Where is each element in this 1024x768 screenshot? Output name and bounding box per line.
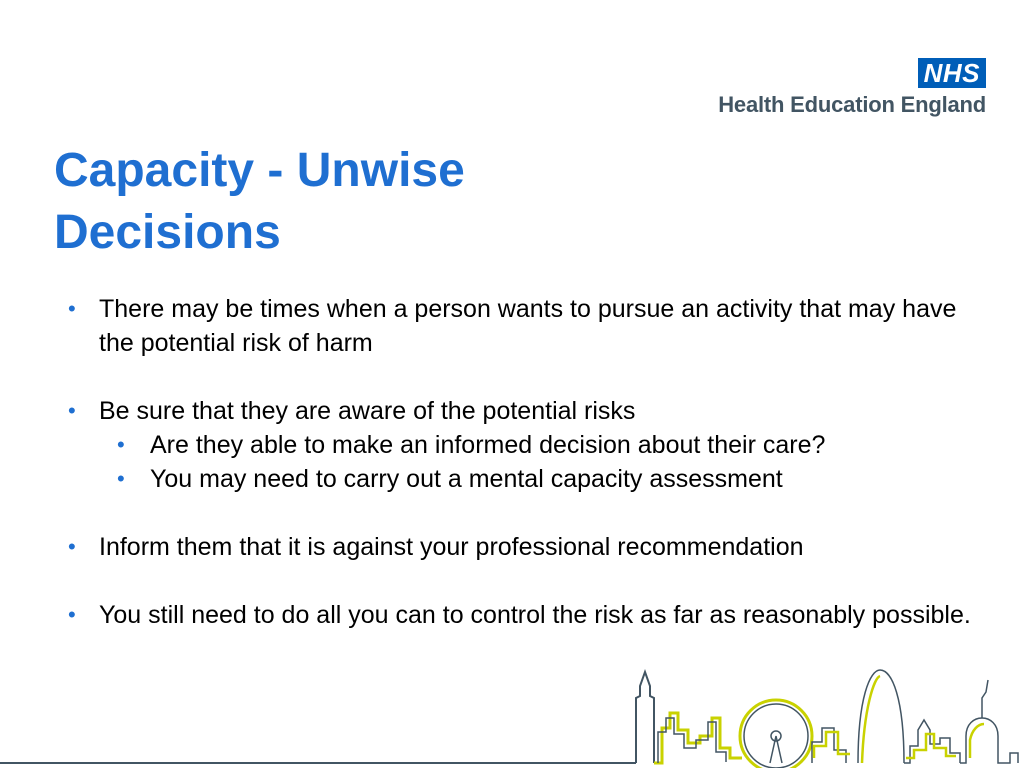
title-line-2: Decisions xyxy=(54,206,281,259)
nhs-badge: NHS xyxy=(918,58,986,88)
slide-title xyxy=(54,140,534,264)
sub-bullet-text: You may need to carry out a mental capacity assessment xyxy=(150,465,783,493)
london-eye-wheel-accent xyxy=(740,700,812,768)
skyline-gherkin-accent xyxy=(862,676,880,763)
bullet-icon: • xyxy=(68,534,76,559)
bullet-item xyxy=(62,598,982,632)
london-eye-legs xyxy=(770,736,782,763)
organisation-name: Health Education England xyxy=(718,92,986,117)
bullet-icon: • xyxy=(68,602,76,627)
bullet-item xyxy=(62,394,982,496)
bullet-icon: • xyxy=(68,296,76,321)
sub-bullet-icon: • xyxy=(117,466,125,491)
title-line-1: Capacity - Unwise xyxy=(54,144,465,197)
london-skyline-graphic xyxy=(0,658,1024,768)
bullet-icon: • xyxy=(68,398,76,423)
sub-bullet-item xyxy=(99,428,982,462)
skyline-buildings-accent xyxy=(654,713,742,763)
sub-bullet-text: Are they able to make an informed decision about their care? xyxy=(150,431,826,459)
hee-logo xyxy=(686,58,986,118)
bullet-list xyxy=(62,292,982,666)
bullet-item xyxy=(62,530,982,564)
sub-bullet-icon: • xyxy=(117,432,125,457)
skyline-tower xyxy=(636,672,654,763)
skyline-mid-accent xyxy=(814,732,850,758)
bullet-text: You still need to do all you can to control the risk as far as reasonably possible. xyxy=(99,601,971,629)
skyline-dome-accent xyxy=(970,724,984,758)
skyline-dome xyxy=(960,718,1018,763)
skyline-dome-spire xyxy=(982,680,988,718)
bullet-item xyxy=(62,292,982,360)
sub-bullet-item xyxy=(99,462,982,496)
bullet-text: Inform them that it is against your professional recommendation xyxy=(99,533,804,561)
skyline-gherkin xyxy=(858,670,904,763)
skyline-buildings-outline xyxy=(658,718,726,763)
bullet-text: There may be times when a person wants to pursue an activity that may have the potential risk of harm xyxy=(99,295,957,357)
bullet-text: Be sure that they are aware of the potential risks xyxy=(99,397,636,425)
sub-bullet-list xyxy=(99,428,982,496)
